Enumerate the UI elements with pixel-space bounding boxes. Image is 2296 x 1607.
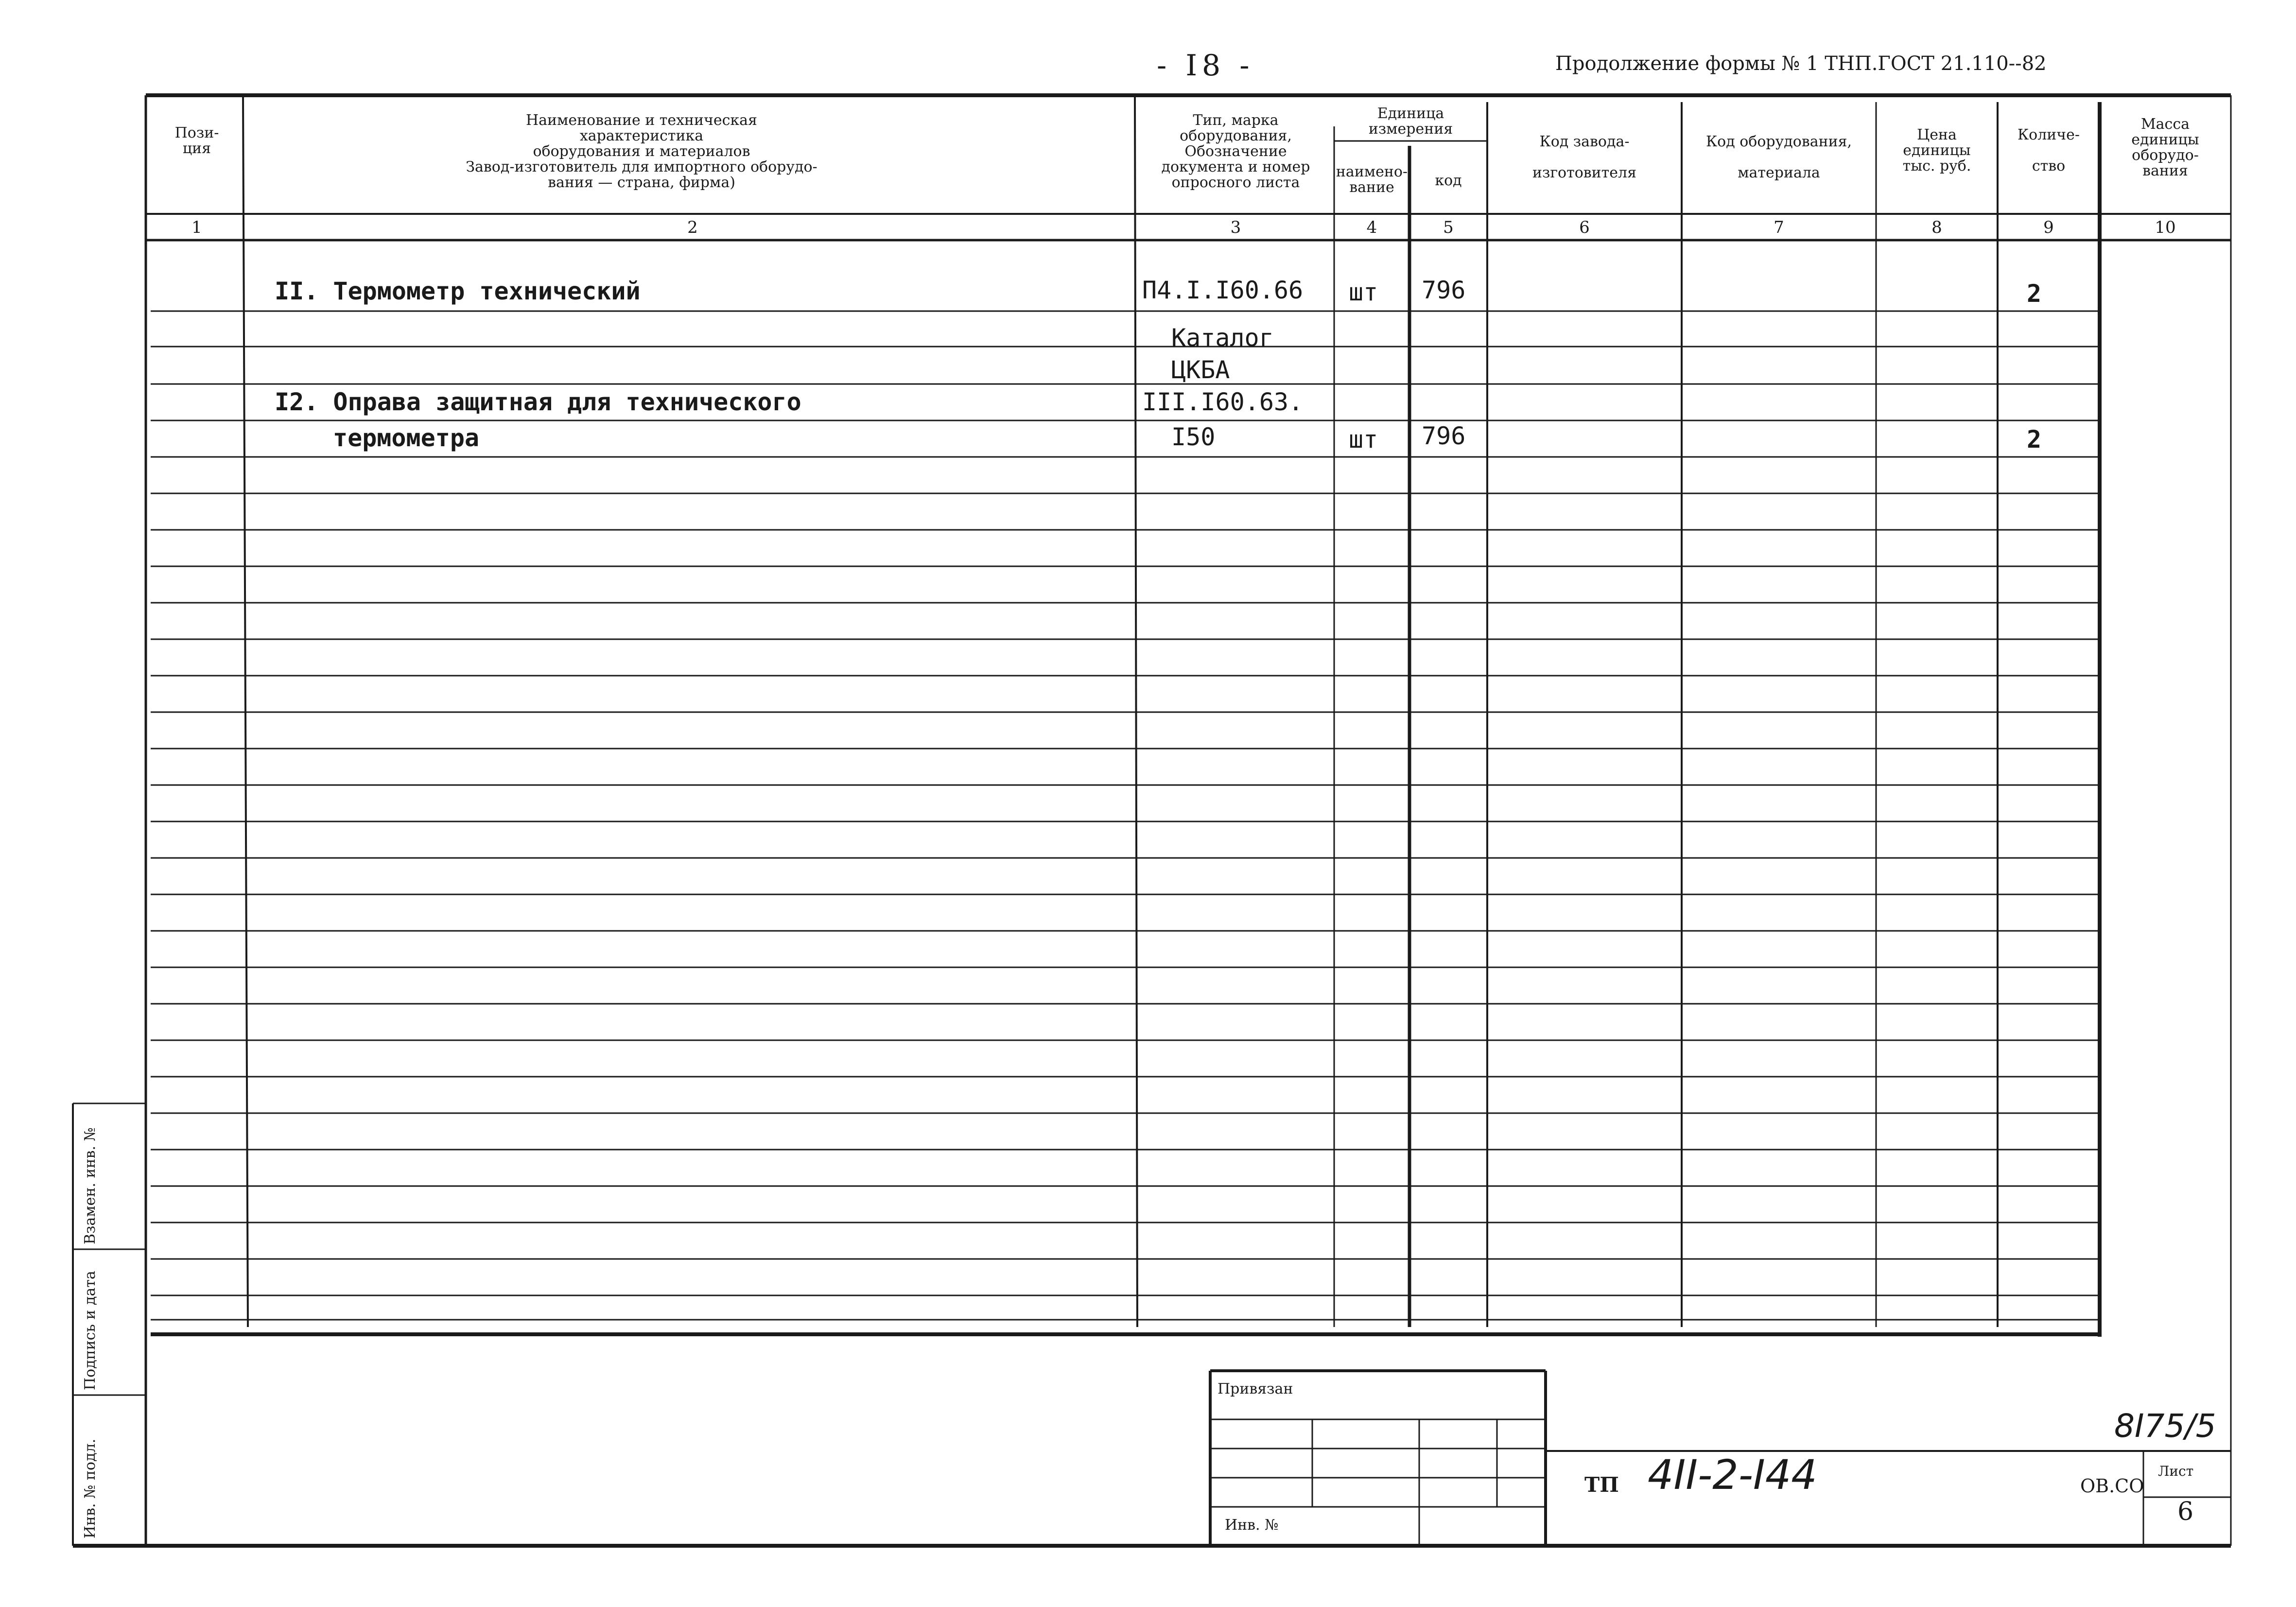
- column-header-8: Цена единицы тыс. руб.: [1902, 126, 1971, 175]
- archive-number: 8I75/5: [2114, 1407, 2216, 1445]
- row-1-name: II. Термометр технический: [275, 277, 641, 305]
- column-header-4: наимено- вание: [1336, 163, 1408, 196]
- row-4-name: термометра: [333, 424, 480, 452]
- column-header-1: Пози- ция: [174, 124, 219, 157]
- sheet-number: 6: [2177, 1497, 2194, 1526]
- column-number-10: 10: [2155, 218, 2176, 237]
- row-1-qty: 2: [2027, 279, 2042, 308]
- sheet-label: Лист: [2158, 1463, 2194, 1479]
- side-label-inv-original: Инв. № подл.: [82, 1438, 99, 1538]
- side-label-signature-date: Подпись и дата: [82, 1271, 99, 1390]
- attached-label: Привязан: [1218, 1380, 1293, 1397]
- row-3-type: III.I60.63.: [1142, 388, 1304, 416]
- section-code: ОВ.СО: [2080, 1475, 2144, 1497]
- column-header-6: Код завода- изготовителя: [1532, 133, 1636, 181]
- unit-group-header: Единица измерения: [1368, 105, 1453, 138]
- row-4-code: 796: [1422, 422, 1466, 450]
- side-label-replacement-inv: Взамен. инв. №: [82, 1127, 99, 1244]
- form-reference: Продолжение формы № 1 ТНП.ГОСТ 21.110--82: [1555, 52, 2047, 75]
- row-3-name: I2. Оправа защитная для технического: [275, 388, 801, 416]
- row-4-type: I50: [1171, 423, 1216, 451]
- column-header-9: Количе- ство: [2017, 126, 2080, 175]
- column-header-3: Тип, марка оборудования, Обозначение документа и номер опросного листа: [1161, 112, 1310, 191]
- row-1-unit: шт: [1349, 278, 1378, 306]
- row-4-unit: шт: [1349, 425, 1378, 454]
- row-4-qty: 2: [2027, 425, 2042, 454]
- row-1-type: П4.I.I60.66: [1142, 276, 1304, 304]
- row-2-type: Каталог ЦКБА: [1171, 324, 1274, 384]
- column-header-5: код: [1435, 172, 1462, 189]
- column-number-3: 3: [1230, 218, 1241, 237]
- page-number: - I8 -: [1157, 49, 1254, 83]
- row-1-code: 796: [1422, 276, 1466, 304]
- column-number-9: 9: [2043, 218, 2054, 237]
- column-header-2: Наименование и техническая характеристика оборудования и материалов Завод-изготовитель для импортного оборудо- вания — страна, фирма): [466, 112, 818, 191]
- project-code: 4II-2-I44: [1648, 1451, 1817, 1499]
- project-prefix: ТП: [1584, 1473, 1619, 1497]
- column-number-2: 2: [687, 218, 698, 237]
- inv-label: Инв. №: [1225, 1517, 1279, 1534]
- column-number-5: 5: [1443, 218, 1454, 237]
- column-number-4: 4: [1366, 218, 1377, 237]
- column-number-7: 7: [1774, 218, 1784, 237]
- column-header-10: Масса единицы оборудо- вания: [2131, 116, 2199, 179]
- column-header-7: Код оборудования, материала: [1705, 133, 1852, 181]
- column-number-1: 1: [191, 218, 202, 237]
- column-number-8: 8: [1931, 218, 1942, 237]
- column-number-6: 6: [1579, 218, 1590, 237]
